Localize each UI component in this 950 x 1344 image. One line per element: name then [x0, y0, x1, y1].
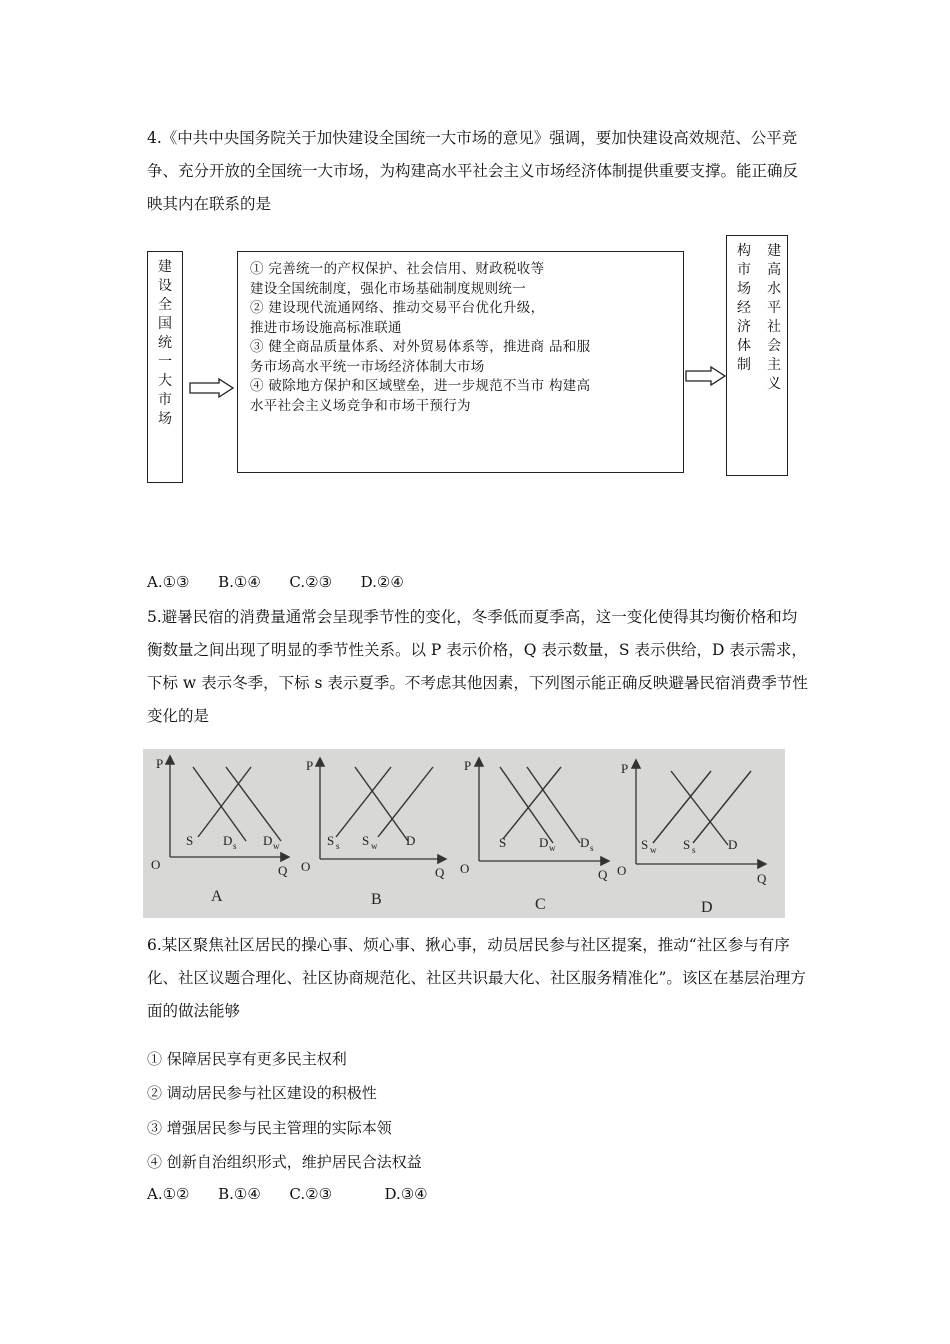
mid-line: 务市场高水平统一市场经济体制大市场: [250, 358, 485, 375]
graph-b-label: w: [371, 841, 378, 851]
graph-c-q: Q: [598, 867, 608, 882]
graph-b-label: D: [406, 833, 416, 848]
right-box-col1: 构市场经济体制: [737, 243, 751, 373]
q5-stem: 5.避暑民宿的消费量通常会呈现季节性的变化，冬季低而夏季高，这一变化使得其均衡价格和均衡数量之间出现了明显的季节性关系。以 P 表示价格，Q 表示数量，S 表示供给，D 表示需求，下标 w 表示冬季，下标 s 表示夏季。不考虑其他因素，下列图示能正确反映避暑民宿消费季节性变化的是: [147, 608, 808, 725]
q4-stem: 4.《中共中央国务院关于加快建设全国统一大市场的意见》强调，要加快建设高效规范、公平竞争、充分开放的全国统一大市场，为构建高水平社会主义市场经济体制提供重要支撑。能正确反映其内在联系的是: [147, 129, 799, 213]
graph-d-label: w: [650, 845, 657, 855]
q6-option-b[interactable]: B.①④: [218, 1185, 261, 1203]
left-box: [147, 251, 183, 483]
left-box-text: 建设全国统一大市场: [158, 259, 172, 427]
q4-options: [147, 573, 404, 591]
graph-b-o: O: [301, 859, 311, 874]
arrow-right-icon: [685, 366, 727, 386]
q5-graphs-image: [143, 749, 785, 918]
right-box: [726, 235, 788, 476]
mid-line: 推进市场设施高标准联通: [250, 319, 402, 336]
graph-d-label: S: [683, 837, 691, 852]
q4-option-d[interactable]: D.②④: [360, 573, 404, 591]
graph-c: [460, 758, 608, 913]
q4-option-a[interactable]: A.①③: [147, 573, 190, 591]
graph-a-label: s: [233, 841, 237, 851]
q6-option-d[interactable]: D.③④: [384, 1185, 428, 1203]
graph-b-label: s: [336, 841, 340, 851]
graph-d-o: O: [617, 863, 627, 878]
graph-c-o: O: [460, 861, 470, 876]
graph-c-label: s: [590, 843, 594, 853]
graph-c-label: w: [549, 843, 556, 853]
q4-option-b[interactable]: B.①④: [218, 573, 261, 591]
mid-line: ③ 健全商品质量体系、对外贸易体系等，推进商 品和服: [250, 339, 591, 355]
mid-line: ① 完善统一的产权保护、社会信用、财政税收等: [250, 261, 545, 277]
graph-d: [617, 761, 767, 916]
middle-box: [237, 251, 684, 473]
q6-item: ② 调动居民参与社区建设的积极性: [147, 1084, 377, 1102]
right-box-col2: 建高水平社会主义: [767, 243, 782, 392]
graph-d-q: Q: [757, 871, 767, 886]
graph-b-p: P: [306, 758, 314, 773]
graph-d-label: D: [728, 837, 738, 852]
graph-b-label: S: [362, 833, 370, 848]
graph-d-label: s: [692, 845, 696, 855]
q6-item: ① 保障居民享有更多民主权利: [147, 1050, 347, 1068]
q6-option-a[interactable]: A.①②: [147, 1185, 190, 1203]
graph-b-q: Q: [435, 865, 445, 880]
q6-item: ④ 创新自治组织形式，维护居民合法权益: [147, 1153, 422, 1171]
mid-line: ④ 破除地方保护和区域壁垒，进一步规范不当市 构建高: [250, 378, 591, 394]
graph-d-letter: D: [701, 899, 713, 916]
mid-line: 建设全国统制度，强化市场基础制度规则统一: [250, 280, 526, 297]
graph-a-q: Q: [278, 863, 288, 878]
mid-line: ② 建设现代流通网络、推动交易平台优化升级，: [250, 300, 545, 316]
q6-option-c[interactable]: C.②③: [289, 1185, 333, 1203]
graph-c-label: D: [539, 835, 549, 850]
graph-c-letter: C: [535, 896, 546, 913]
graph-a-label: w: [273, 841, 280, 851]
graph-b-letter: B: [371, 891, 382, 908]
arrow-right-icon: [189, 378, 235, 398]
graph-a: [151, 756, 288, 905]
graph-d-label: S: [641, 837, 649, 852]
q6-stem: 6.某区聚焦社区居民的操心事、烦心事、揪心事，动员居民参与社区提案，推动“社区参与有序化、社区议题合理化、社区协商规范化、社区共识最大化、社区服务精准化”。该区在基层治理方面的做法能够: [147, 936, 806, 1020]
q6-item: ③ 增强居民参与民主管理的实际本领: [147, 1119, 392, 1137]
graph-a-label: D: [263, 833, 273, 848]
graph-d-p: P: [621, 761, 629, 776]
graph-b: [301, 758, 445, 908]
graph-c-p: P: [464, 758, 472, 773]
graph-a-o: O: [151, 857, 161, 872]
graph-a-label: D: [223, 833, 233, 848]
graph-c-label: D: [580, 835, 590, 850]
q6-options: [147, 1185, 428, 1203]
graph-a-p: P: [156, 756, 164, 771]
graph-b-label: S: [327, 833, 335, 848]
q4-option-c[interactable]: C.②③: [289, 573, 333, 591]
graph-a-label: S: [186, 833, 194, 848]
mid-line: 水平社会主义场竞争和市场干预行为: [250, 397, 471, 414]
q5-graphs-svg: [143, 749, 785, 918]
graph-a-letter: A: [211, 888, 223, 905]
graph-c-label: S: [499, 835, 507, 850]
